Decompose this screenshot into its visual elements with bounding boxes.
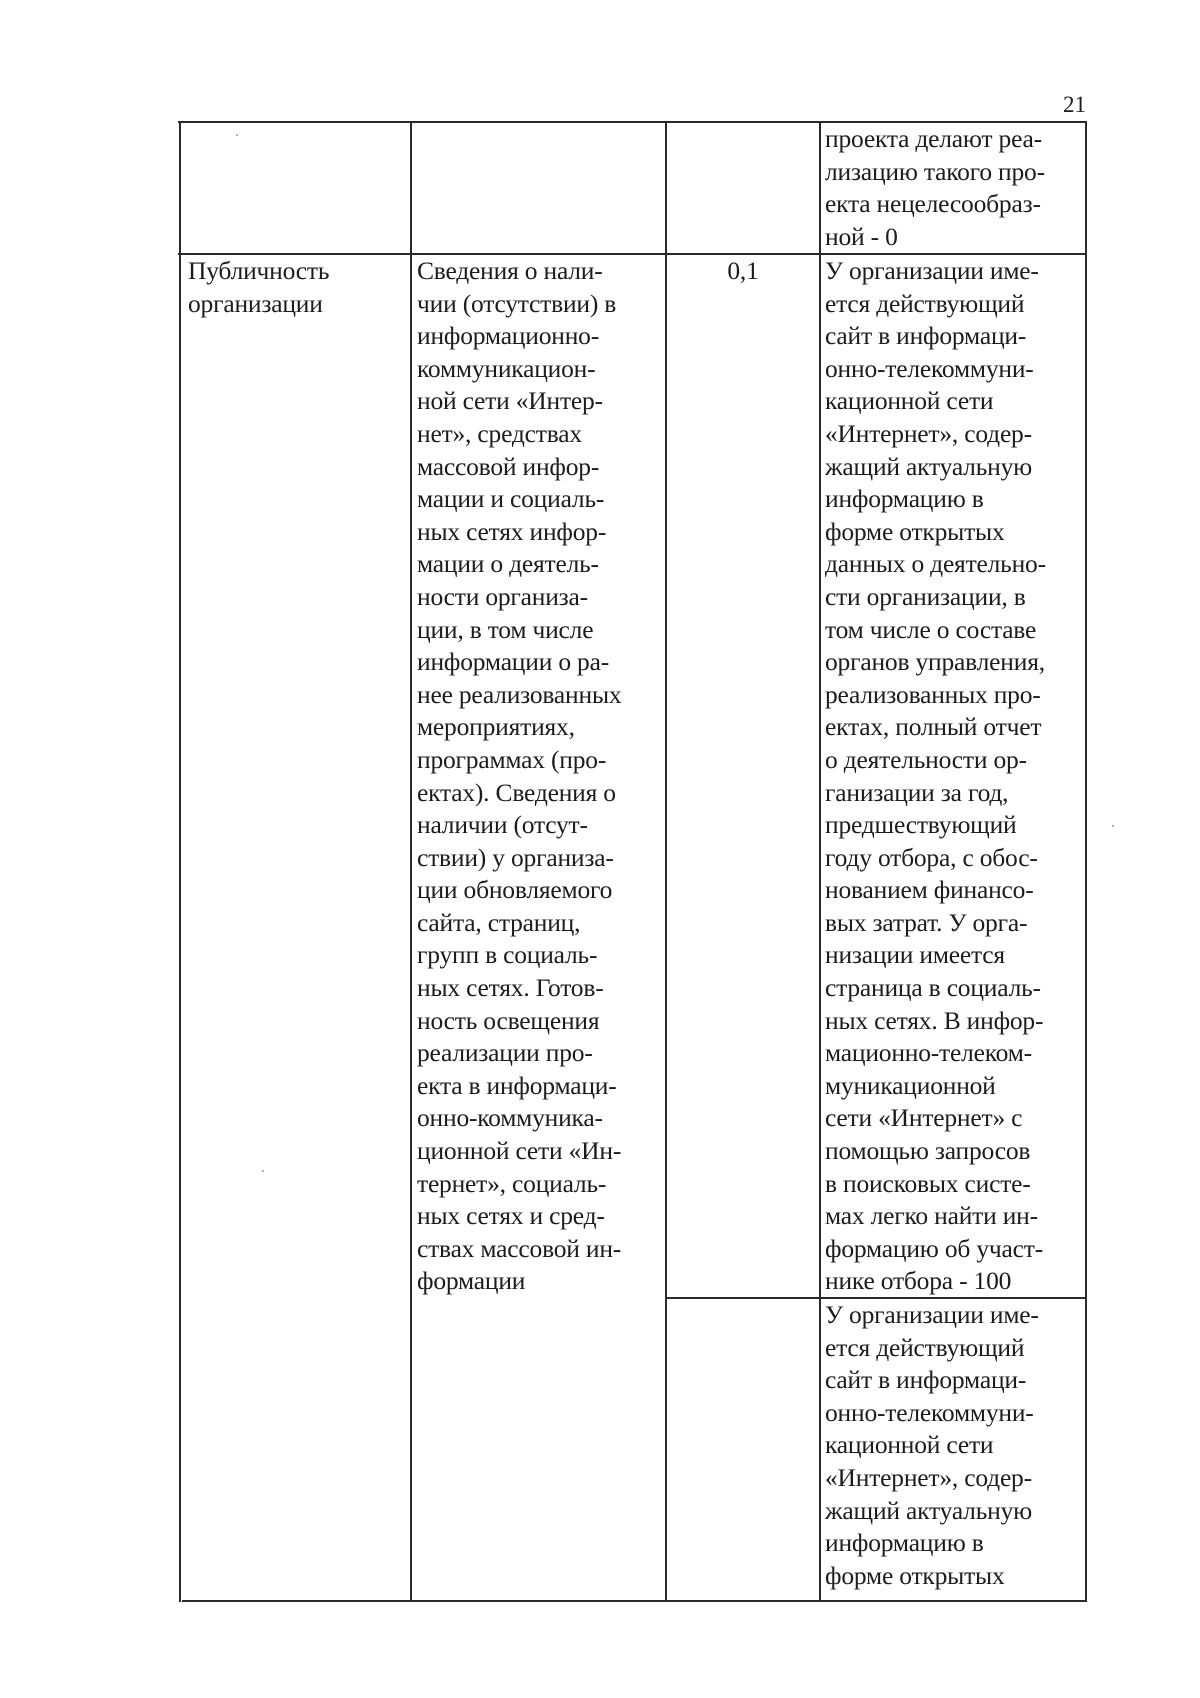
- column-divider-1: [410, 121, 412, 1601]
- column-divider-2: [665, 121, 667, 1601]
- table-left-border: [179, 121, 181, 1602]
- criterion-weight: 0,1: [727, 256, 759, 285]
- column-divider-3: [819, 121, 821, 1601]
- continued-criteria-text: проекта делают реа- лизацию такого про- екта нецелесообраз- ной - 0: [825, 124, 1045, 251]
- scan-speck: [262, 1170, 264, 1172]
- score-option-continued: У организации име- ется действующий сайт в информаци- онно-телекоммуни- кационной сети «Интернет», содер- жащий актуальную информацию в форме открытых: [825, 1300, 1039, 1590]
- criterion-description: Сведения о нали- чии (отсутствии) в информационно- коммуникацион- ной сети «Интер- нет», средствах массовой инфор- мации и социаль- ных сетях инфор- мации о деятель- ности организа- ции, в том числе информации о ра- нее реализованных мероприятиях, программах (про- ектах). Сведения о наличии (отсут- ствии) у организа- ции обновляемого сайта, страниц, групп в социаль- ных сетях. Готов- ность освещения реализации про- екта в информаци- онно-коммуника- ционной сети «Ин- тернет», социаль- ных сетях и сред- ствах массовой ин- формации: [417, 256, 622, 1296]
- table-bottom-border: [182, 1600, 1087, 1602]
- criterion-name: Публичность организации: [188, 256, 330, 318]
- scan-speck: [1112, 825, 1114, 827]
- table-right-border: [1085, 121, 1087, 1601]
- score-option-100: У организации име- ется действующий сайт в информаци- онно-телекоммуни- кационной сети «Интернет», содер- жащий актуальную информацию в форме открытых данных о деятельно- сти организации, в том числе о составе органов управления, реализованных про- ектах, полный отчет о деятельности ор- ганизации за год, предшествующий году отбора, с обос- нованием финансо- вых затрат. У орга- низации имеется страница в социаль- ных сетях. В инфор- мационно-телеком- муникационной сети «Интернет» с помощью запросов в поисковых систе- мах легко найти ин- формацию об участ- нике отбора - 100: [825, 256, 1046, 1296]
- scan-speck: [236, 134, 238, 136]
- page-number: 21: [1063, 92, 1086, 117]
